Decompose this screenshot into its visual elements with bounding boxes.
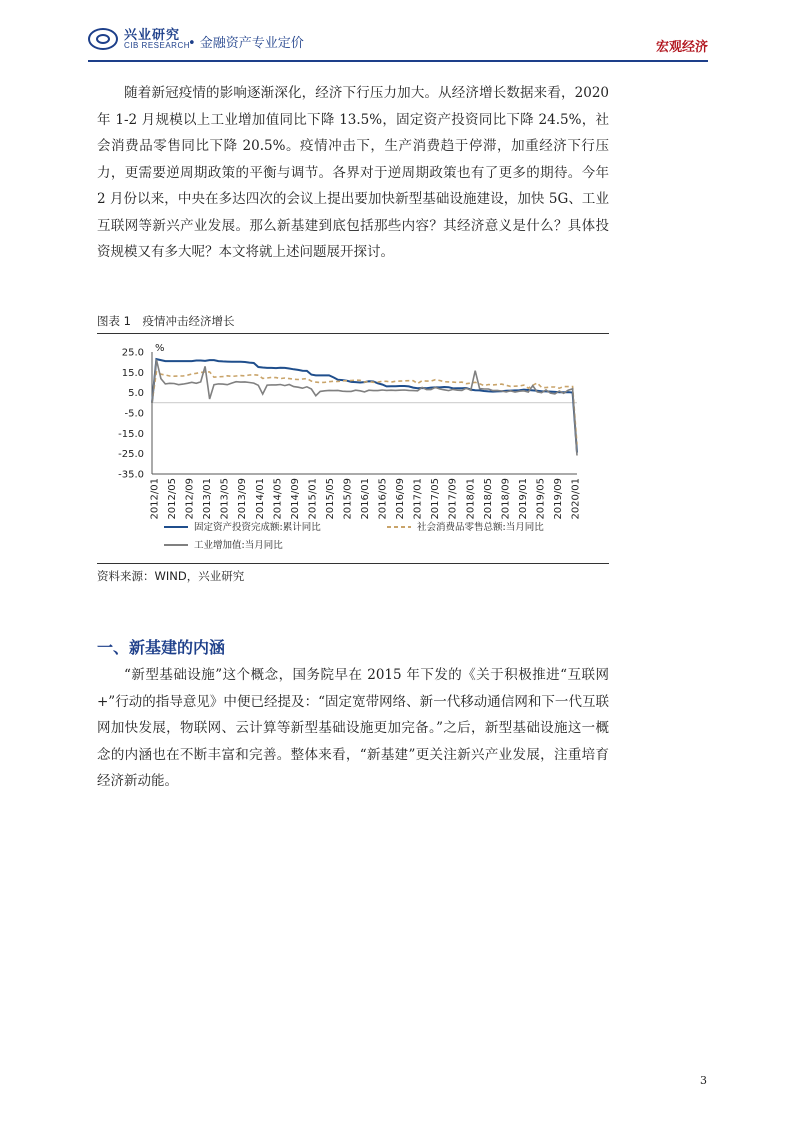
y-unit-label: % <box>155 343 165 354</box>
y-tick-label: 25.0 <box>121 347 144 359</box>
x-tick-label: 2013/01 <box>202 478 214 520</box>
x-tick-label: 2019/01 <box>517 478 529 520</box>
x-tick-label: 2016/01 <box>360 478 371 520</box>
series-line-3 <box>152 360 577 456</box>
x-tick-label: 2015/01 <box>307 478 319 520</box>
page-header <box>88 28 708 58</box>
x-tick-label: 2017/09 <box>447 478 459 520</box>
section-paragraph: “新型基础设施”这个概念，国务院早在 2015 年下发的《关于积极推进“互联网+”行动的指导意见》中便已经提及：“固定宽带网络、新一代移动通信网和下一代互联网加快发展，物联网、云计算等新型基础设施更加完备。”之后，新型基础设施这一概念的内涵也在不断丰富和完善。整体来看，“新基建”更关注新兴产业发展，注重培育经济新动能。 <box>97 667 609 789</box>
x-tick-label: 2018/09 <box>500 478 512 520</box>
figure-source: 资料来源：WIND，兴业研究 <box>97 569 245 583</box>
x-tick-label: 2014/01 <box>254 478 266 520</box>
section-tag: 宏观经济 <box>655 40 708 55</box>
header-tagline: • 金融资产专业定价 <box>188 36 304 51</box>
figure-top-rule <box>97 333 609 334</box>
x-tick-label: 2018/05 <box>482 478 494 520</box>
x-tick-label: 2019/05 <box>535 478 547 520</box>
x-tick-label: 2014/05 <box>272 478 284 520</box>
y-tick-label: 15.0 <box>121 367 144 379</box>
x-tick-label: 2014/09 <box>289 478 301 520</box>
y-tick-label: -5.0 <box>124 408 144 420</box>
series-line-1 <box>152 359 577 453</box>
figure-title: 图表 1 疫情冲击经济增长 <box>97 314 235 328</box>
x-tick-label: 2013/05 <box>219 478 231 520</box>
x-tick-label: 2013/09 <box>237 478 249 520</box>
x-tick-label: 2015/09 <box>342 478 354 520</box>
x-tick-label: 2019/09 <box>552 478 564 520</box>
x-tick-label: 2018/01 <box>465 478 477 520</box>
header-rule <box>88 60 708 62</box>
cib-logo-icon <box>88 28 118 50</box>
legend-label-3: 工业增加值:当月同比 <box>194 540 283 551</box>
x-tick-label: 2017/01 <box>412 478 424 520</box>
x-tick-label: 2012/09 <box>184 478 196 520</box>
section-heading: 一、新基建的内涵 <box>97 638 226 657</box>
y-tick-label: -35.0 <box>118 469 144 481</box>
x-tick-label: 2015/05 <box>324 478 336 520</box>
logo-cn: 兴业研究 <box>124 27 181 43</box>
y-tick-label: -15.0 <box>118 428 144 440</box>
y-tick-label: 5.0 <box>128 388 144 400</box>
x-tick-label: 2012/05 <box>167 478 179 520</box>
x-tick-label: 2012/01 <box>149 478 161 520</box>
x-tick-label: 2020/01 <box>570 478 582 520</box>
intro-paragraph: 随着新冠疫情的影响逐渐深化，经济下行压力加大。从经济增长数据来看，2020 年 1-2 月规模以上工业增加值同比下降 13.5%，固定资产投资同比下降 24.5%，社会消费品零售同比下降 20.5%。疫情冲击下，生产消费趋于停滞，加重经济下行压力，更需要逆周期政策的平衡与调节。各界对于逆周期政策也有了更多的期待。今年 2 月份以来，中央在多达四次的会议上提出要加快新型基础设施建设，加快 5G、工业互联网等新兴产业发展。那么新基建到底包括那些内容？其经济意义是什么？具体投资规模又有多大呢？本文将就上述问题展开探讨。 <box>97 85 609 260</box>
cib-logo <box>88 28 190 50</box>
figure-bottom-rule <box>97 563 609 564</box>
page-number: 3 <box>700 1074 707 1087</box>
line-chart <box>97 338 609 560</box>
x-tick-label: 2017/05 <box>430 478 442 520</box>
logo-en: CIB RESEARCH <box>124 40 191 50</box>
x-tick-label: 2016/05 <box>377 478 389 520</box>
legend-label-1: 固定资产投资完成额:累计同比 <box>194 522 321 533</box>
series-line-2 <box>152 372 577 445</box>
legend-label-2: 社会消费品零售总额:当月同比 <box>417 522 544 533</box>
y-tick-label: -25.0 <box>118 449 144 461</box>
x-tick-label: 2016/09 <box>395 478 407 520</box>
